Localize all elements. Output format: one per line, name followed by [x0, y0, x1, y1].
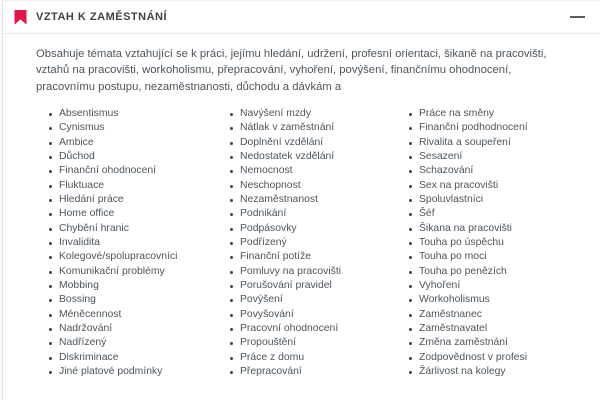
list-item: Workoholismus — [407, 293, 570, 307]
list-item: Finanční podhodnocení — [407, 121, 570, 135]
list-item: Mobbing — [47, 279, 228, 293]
list-item: Bossing — [47, 293, 228, 307]
list-item: Zodpovědnost v profesi — [407, 351, 570, 365]
list-item: Šikana na pracovišti — [407, 222, 570, 236]
list-item: Cynismus — [47, 121, 228, 135]
list-item: Nadržování — [47, 322, 228, 336]
list-item: Touha po penězích — [407, 265, 570, 279]
list-item: Hledání práce — [47, 193, 228, 207]
list-item: Touha po moci — [407, 250, 570, 264]
list-item: Doplnění vzdělání — [228, 136, 407, 150]
list-item: Finanční ohodnocení — [47, 164, 228, 178]
list-item: Absentismus — [47, 107, 228, 121]
panel-title: VZTAH K ZAMĚSTNÁNÍ — [36, 11, 168, 23]
list-item: Povýšení — [228, 293, 407, 307]
list-item: Kolegové/spolupracovníci — [47, 250, 228, 264]
list-item: Propouštění — [228, 336, 407, 350]
list-item: Změna zaměstnání — [407, 336, 570, 350]
list-item: Žárlivost na kolegy — [407, 365, 570, 379]
list-item: Práce na směny — [407, 107, 570, 121]
topic-list — [47, 107, 570, 380]
list-item: Fluktuace — [47, 179, 228, 193]
list-item: Finanční potíže — [228, 250, 407, 264]
list-item: Schazování — [407, 164, 570, 178]
list-item: Neschopnost — [228, 179, 407, 193]
list-item: Podnikání — [228, 207, 407, 221]
list-item: Home office — [47, 207, 228, 221]
panel-body — [3, 34, 600, 379]
topic-column-2 — [228, 107, 407, 380]
list-item: Pracovní ohodnocení — [228, 322, 407, 336]
list-item: Porušování pravidel — [228, 279, 407, 293]
list-item: Vyhoření — [407, 279, 570, 293]
topic-panel — [2, 0, 600, 400]
collapse-button[interactable] — [569, 13, 586, 21]
list-item: Práce z domu — [228, 351, 407, 365]
list-item: Méněcennost — [47, 308, 228, 322]
list-item: Chybění hranic — [47, 222, 228, 236]
list-item: Sex na pracovišti — [407, 179, 570, 193]
minus-icon — [570, 16, 585, 18]
list-item: Spoluvlastníci — [407, 193, 570, 207]
list-item: Rivalita a soupeření — [407, 136, 570, 150]
topic-column-3 — [407, 107, 570, 380]
list-item: Povyšování — [228, 308, 407, 322]
list-item: Nemocnost — [228, 164, 407, 178]
list-item: Navýšení mzdy — [228, 107, 407, 121]
list-item: Podpásovky — [228, 222, 407, 236]
panel-description: Obsahuje témata vztahující se k práci, jejímu hledání, udržení, profesní orientaci, šikaně na pracovišti, vztahů na pracovišti, workoholismu, přepracování, vyhoření, povýšení, finančnímu ohodnocení, pracovnímu postupu, nezaměstnanosti, důchodu a dávkám a — [36, 48, 547, 93]
list-item: Nadřízený — [47, 336, 228, 350]
list-item: Šéf — [407, 207, 570, 221]
list-item: Diskriminace — [47, 351, 228, 365]
panel-header — [3, 1, 600, 34]
list-item: Zaměstnavatel — [407, 322, 570, 336]
list-item: Touha po úspěchu — [407, 236, 570, 250]
list-item: Komunikační problémy — [47, 265, 228, 279]
list-item: Sesazení — [407, 150, 570, 164]
list-item: Nezaměstnanost — [228, 193, 407, 207]
list-item: Pomluvy na pracovišti — [228, 265, 407, 279]
list-item: Invalidita — [47, 236, 228, 250]
bookmark-icon — [14, 10, 27, 25]
list-item: Nátlak v zaměstnání — [228, 121, 407, 135]
list-item: Podřízený — [228, 236, 407, 250]
list-item: Přepracování — [228, 365, 407, 379]
list-item: Důchod — [47, 150, 228, 164]
list-item: Nedostatek vzdělání — [228, 150, 407, 164]
list-item: Jiné platové podmínky — [47, 365, 228, 379]
list-item: Ambice — [47, 136, 228, 150]
topic-column-1 — [47, 107, 228, 380]
list-item: Zaměstnanec — [407, 308, 570, 322]
